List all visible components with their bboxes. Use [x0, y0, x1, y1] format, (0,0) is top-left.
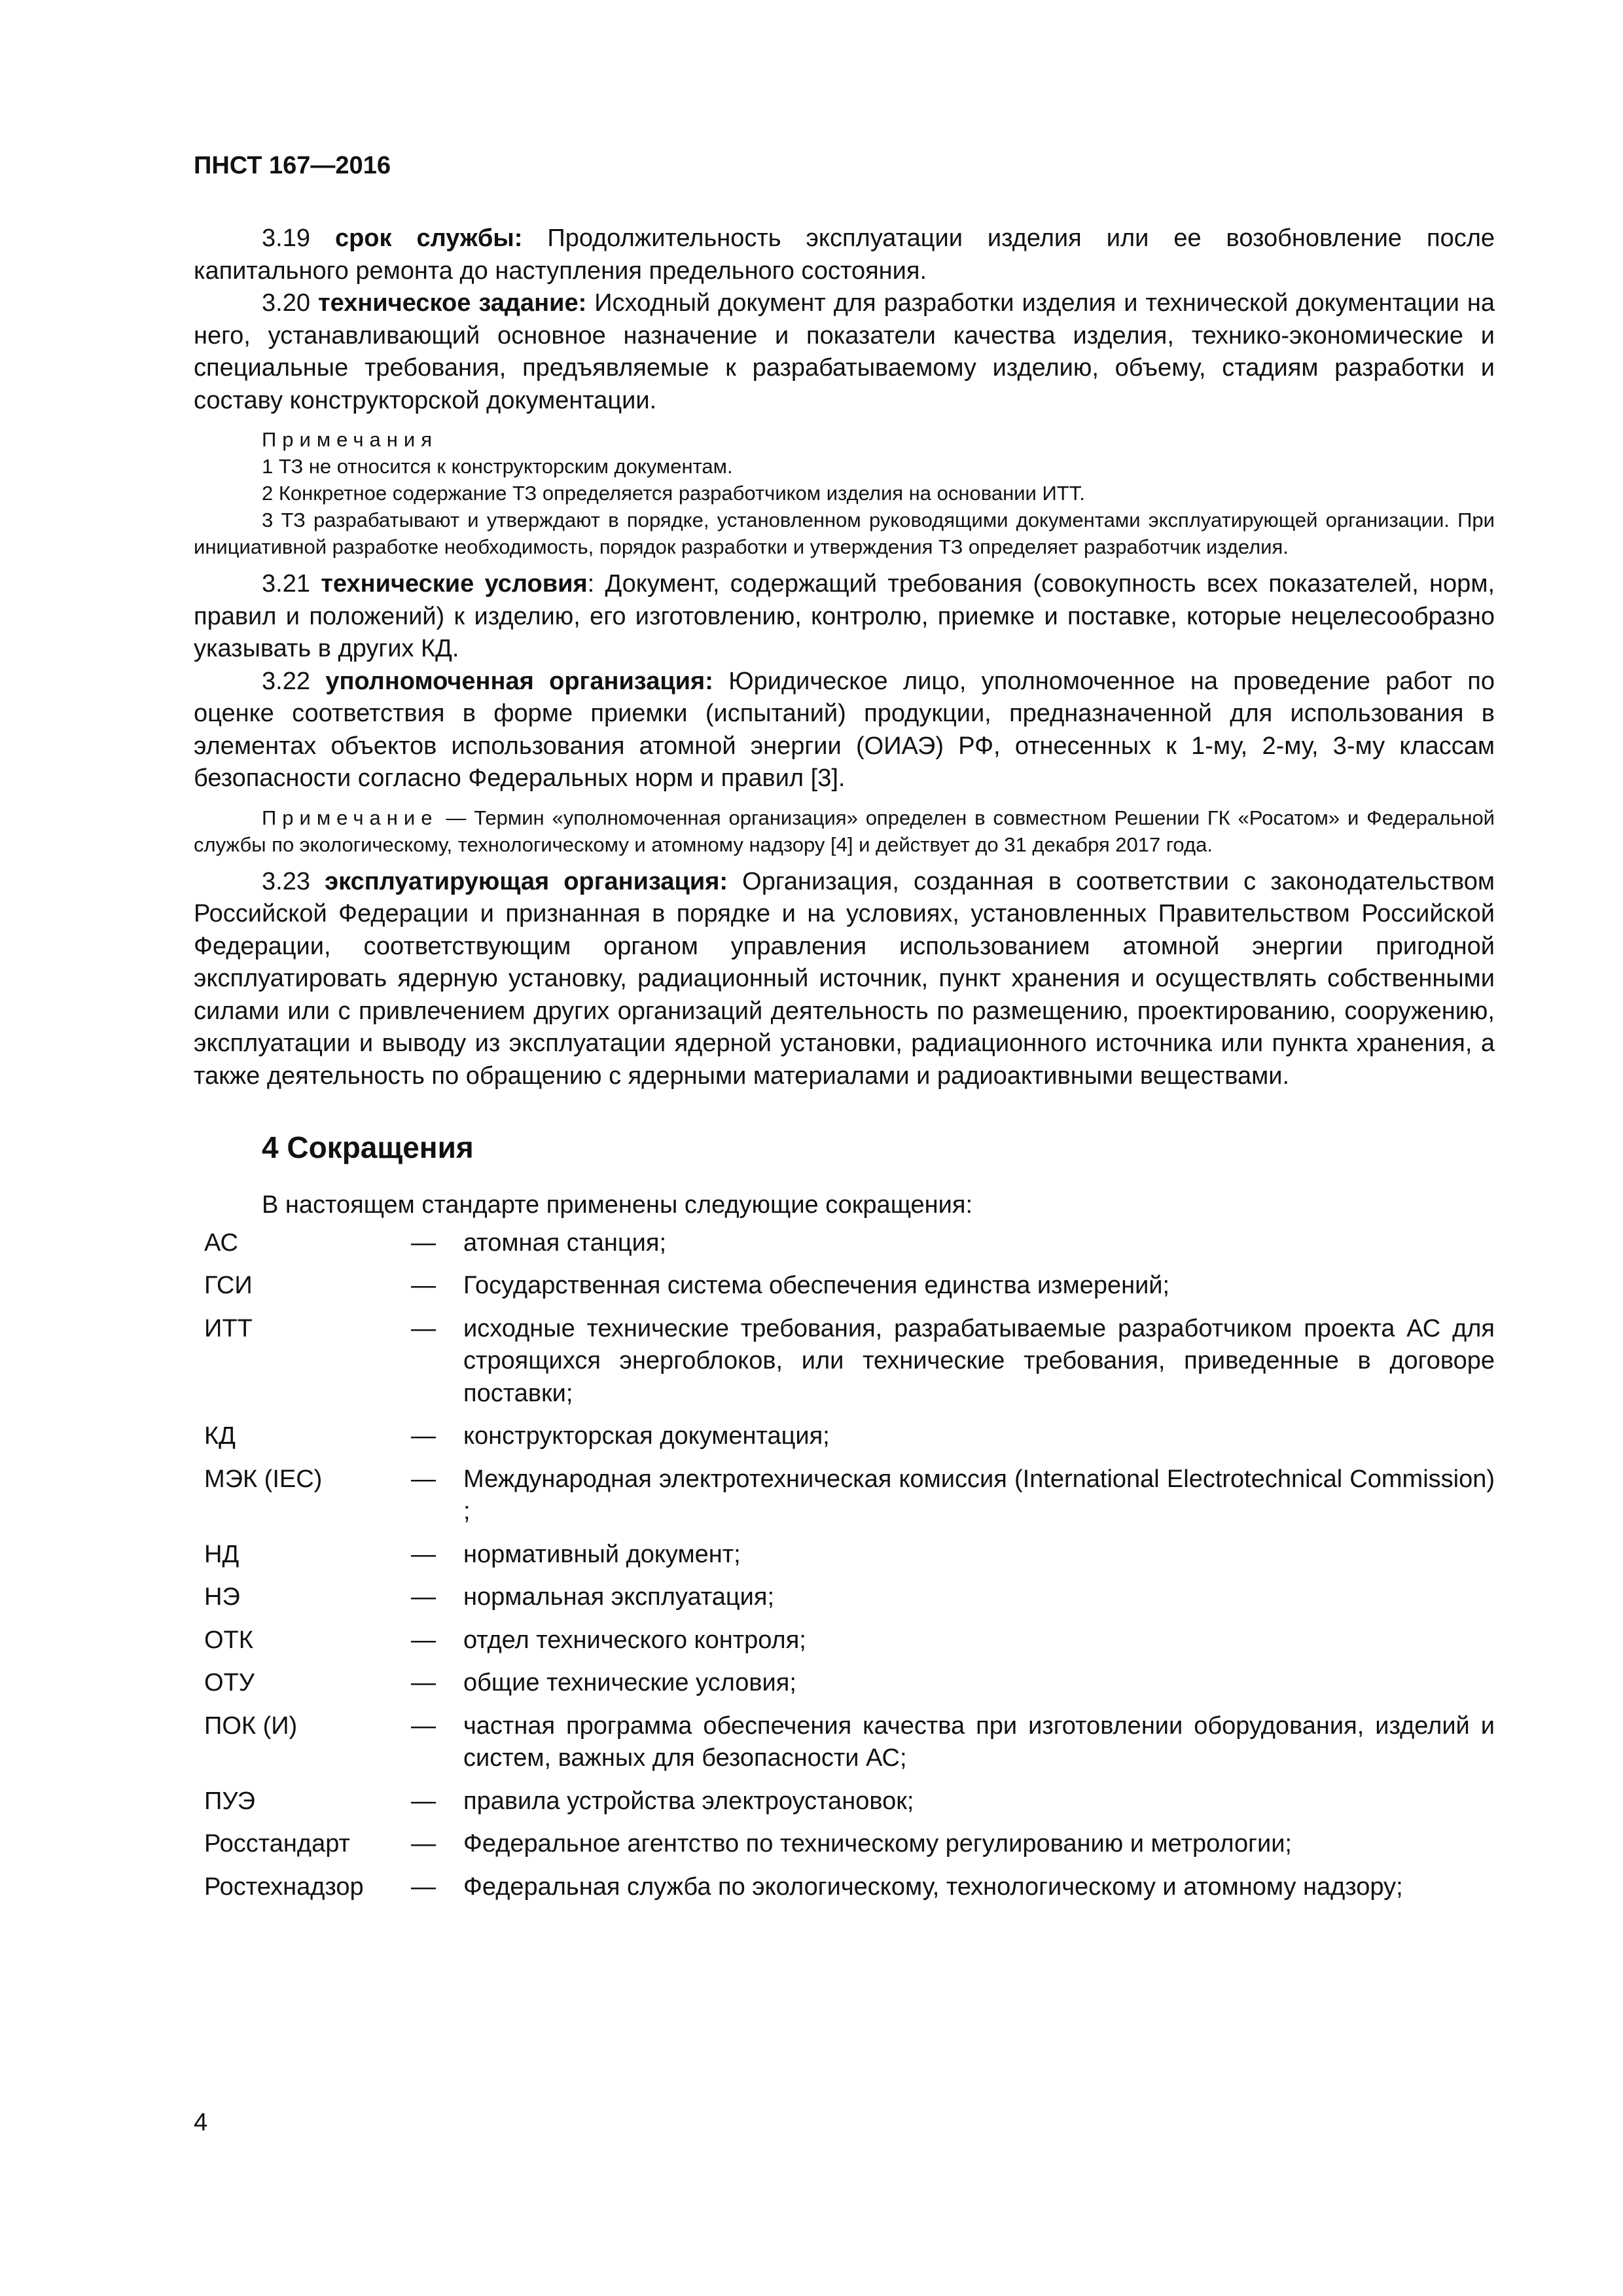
abbreviation-definition: общие технические условия;	[463, 1669, 796, 1696]
term-definition: Юридическое лицо, уполномоченное на проведение работ по оценке соответствия в форме приемки (испытаний) продукции, предназначенной для использования в элементах объектов использования атомной энергии (ОИАЭ) РФ, отнесенных к 1-му, 2-му, 3-му классам безопасности согласно Федеральных норм и правил [3].	[194, 667, 1495, 792]
term-definition: Исходный документ для разработки изделия и технической документации на него, устанавливающий основное назначение и показатели качества изделия, технико-экономические и специальные требования, предъявляемые к разрабатываемому изделию, объему, стадиям разработки и составу конструкторской документации.	[194, 289, 1495, 414]
abbreviation-term: КД	[204, 1422, 236, 1450]
abbreviation-dash: —	[411, 1830, 436, 1857]
term-number: 3.21	[262, 570, 310, 598]
abbreviation-definition: атомная станция;	[463, 1229, 667, 1257]
abbreviation-definition: Международная электротехническая комиссия (International Electrotechnical Commission) ;	[463, 1465, 1495, 1525]
abbreviation-row	[194, 1624, 1495, 1668]
abbreviation-definition: конструкторская документация;	[463, 1422, 830, 1450]
abbreviation-dash: —	[411, 1873, 436, 1901]
note-label: Примечание	[262, 806, 438, 829]
abbreviation-dash: —	[411, 1583, 436, 1611]
abbreviation-definition: нормативный документ;	[463, 1540, 741, 1568]
term-number: 3.20	[262, 289, 310, 317]
term-number: 3.22	[262, 667, 310, 695]
abbreviation-row	[194, 1463, 1495, 1539]
abbreviation-definition: частная программа обеспечения качества при изготовлении оборудования, изделий и систем, важных для безопасности АС;	[463, 1712, 1495, 1772]
abbreviation-dash: —	[411, 1540, 436, 1568]
abbreviation-term: ОТУ	[204, 1669, 255, 1696]
abbreviation-dash: —	[411, 1787, 436, 1815]
document-body	[194, 223, 1495, 1914]
note-item: 2 Конкретное содержание ТЗ определяется разработчиком изделия на основании ИТТ.	[262, 482, 1085, 505]
term-3-20	[194, 287, 1495, 417]
notes-3-20	[194, 426, 1495, 560]
note-item: 1 ТЗ не относится к конструкторским документам.	[262, 455, 733, 478]
abbreviation-term: НД	[204, 1540, 240, 1568]
abbreviation-term: ОТК	[204, 1626, 253, 1654]
abbreviation-term: ПУЭ	[204, 1787, 255, 1815]
document-header: ПНСТ 167—2016	[194, 152, 391, 179]
note-3-22	[194, 804, 1495, 858]
abbreviation-dash: —	[411, 1669, 436, 1696]
abbreviation-row	[194, 1313, 1495, 1421]
notes-label: Примечания	[262, 428, 438, 451]
term-3-22	[194, 666, 1495, 795]
abbreviation-term: ПОК (И)	[204, 1712, 298, 1740]
abbreviation-term: Ростехнадзор	[204, 1873, 364, 1901]
abbreviation-dash: —	[411, 1626, 436, 1654]
term-name: срок службы:	[334, 224, 523, 252]
section-title: 4 Сокращения	[262, 1130, 474, 1164]
abbreviation-dash: —	[411, 1712, 436, 1740]
abbreviations-table	[194, 1227, 1495, 1914]
term-name: техническое задание:	[317, 289, 587, 317]
abbreviation-row	[194, 1539, 1495, 1582]
abbreviation-row	[194, 1871, 1495, 1914]
abbreviation-dash: —	[411, 1314, 436, 1342]
note-text: — Термин «уполномоченная организация» определен в совместном Решении ГК «Росатом» и Федеральной службы по экологическому, технологическому и атомному надзору [4] и действует до 31 декабря 2017 года.	[194, 806, 1495, 856]
abbreviation-definition: правила устройства электроустановок;	[463, 1787, 914, 1815]
section-intro: В настоящем стандарте применены следующие сокращения:	[262, 1191, 973, 1219]
abbreviation-definition: Федеральное агентство по техническому регулированию и метрологии;	[463, 1830, 1292, 1857]
abbreviation-term: ГСИ	[204, 1272, 253, 1299]
abbreviation-term: АС	[204, 1229, 238, 1257]
abbreviation-row	[194, 1270, 1495, 1313]
term-number: 3.19	[262, 224, 310, 252]
term-3-19	[194, 223, 1495, 287]
abbreviation-term: НЭ	[204, 1583, 240, 1611]
term-name: эксплуатирующая организация:	[325, 867, 728, 895]
abbreviation-definition: Государственная система обеспечения единства измерений;	[463, 1272, 1170, 1299]
term-definition: : Документ, содержащий требования (совокупность всех показателей, норм, правил и положений) к изделию, его изготовлению, контролю, приемке и поставке, которые нецелесообразно указывать в других КД.	[194, 570, 1495, 662]
term-name: технические условия	[321, 570, 588, 598]
term-name: уполномоченная организация:	[325, 667, 713, 695]
abbreviation-row	[194, 1710, 1495, 1785]
abbreviation-dash: —	[411, 1272, 436, 1299]
abbreviation-row	[194, 1581, 1495, 1624]
abbreviation-definition: Федеральная служба по экологическому, технологическому и атомному надзору;	[463, 1873, 1403, 1901]
term-number: 3.23	[262, 867, 310, 895]
abbreviation-row	[194, 1785, 1495, 1829]
abbreviation-term: Росстандарт	[204, 1830, 350, 1857]
abbreviation-definition: исходные технические требования, разрабатываемые разработчиком проекта АС для строящихся энергоблоков, или технические требования, приведенные в договоре поставки;	[463, 1314, 1495, 1407]
page-number: 4	[194, 2109, 208, 2136]
abbreviation-row	[194, 1828, 1495, 1871]
term-definition: Организация, созданная в соответствии с законодательством Российской Федерации и признанная в порядке и на условиях, установленных Правительством Российской Федерации, соответствующим органом управления использованием атомной энергии пригодной эксплуатировать ядерную установку, радиационный источник, пункт хранения и осуществлять собственными силами или с привлечением других организаций деятельность по размещению, проектированию, сооружению, эксплуатации и выводу из эксплуатации ядерной установки, радиационного источника или пункта хранения, а также деятельность по обращению с ядерными материалами и радиоактивными веществами.	[194, 867, 1495, 1090]
abbreviation-row	[194, 1227, 1495, 1270]
term-definition: Продолжительность эксплуатации изделия или ее возобновление после капитального ремонта до наступления предельного состояния.	[194, 224, 1495, 285]
abbreviation-term: ИТТ	[204, 1314, 253, 1342]
abbreviation-row	[194, 1667, 1495, 1710]
abbreviation-dash: —	[411, 1229, 436, 1257]
abbreviation-dash: —	[411, 1465, 436, 1493]
abbreviation-row	[194, 1420, 1495, 1463]
term-3-21	[194, 568, 1495, 666]
abbreviation-definition: нормальная эксплуатация;	[463, 1583, 775, 1611]
note-item: 3 ТЗ разрабатывают и утверждают в порядке, установленном руководящими документами эксплуатирующей организации. При инициативной разработке необходимость, порядок разработки и утверждения ТЗ определяет разработчик изделия.	[194, 509, 1495, 558]
abbreviation-definition: отдел технического контроля;	[463, 1626, 806, 1654]
abbreviation-term: МЭК (IEC)	[204, 1465, 323, 1493]
term-3-23	[194, 866, 1495, 1093]
abbreviation-dash: —	[411, 1422, 436, 1450]
